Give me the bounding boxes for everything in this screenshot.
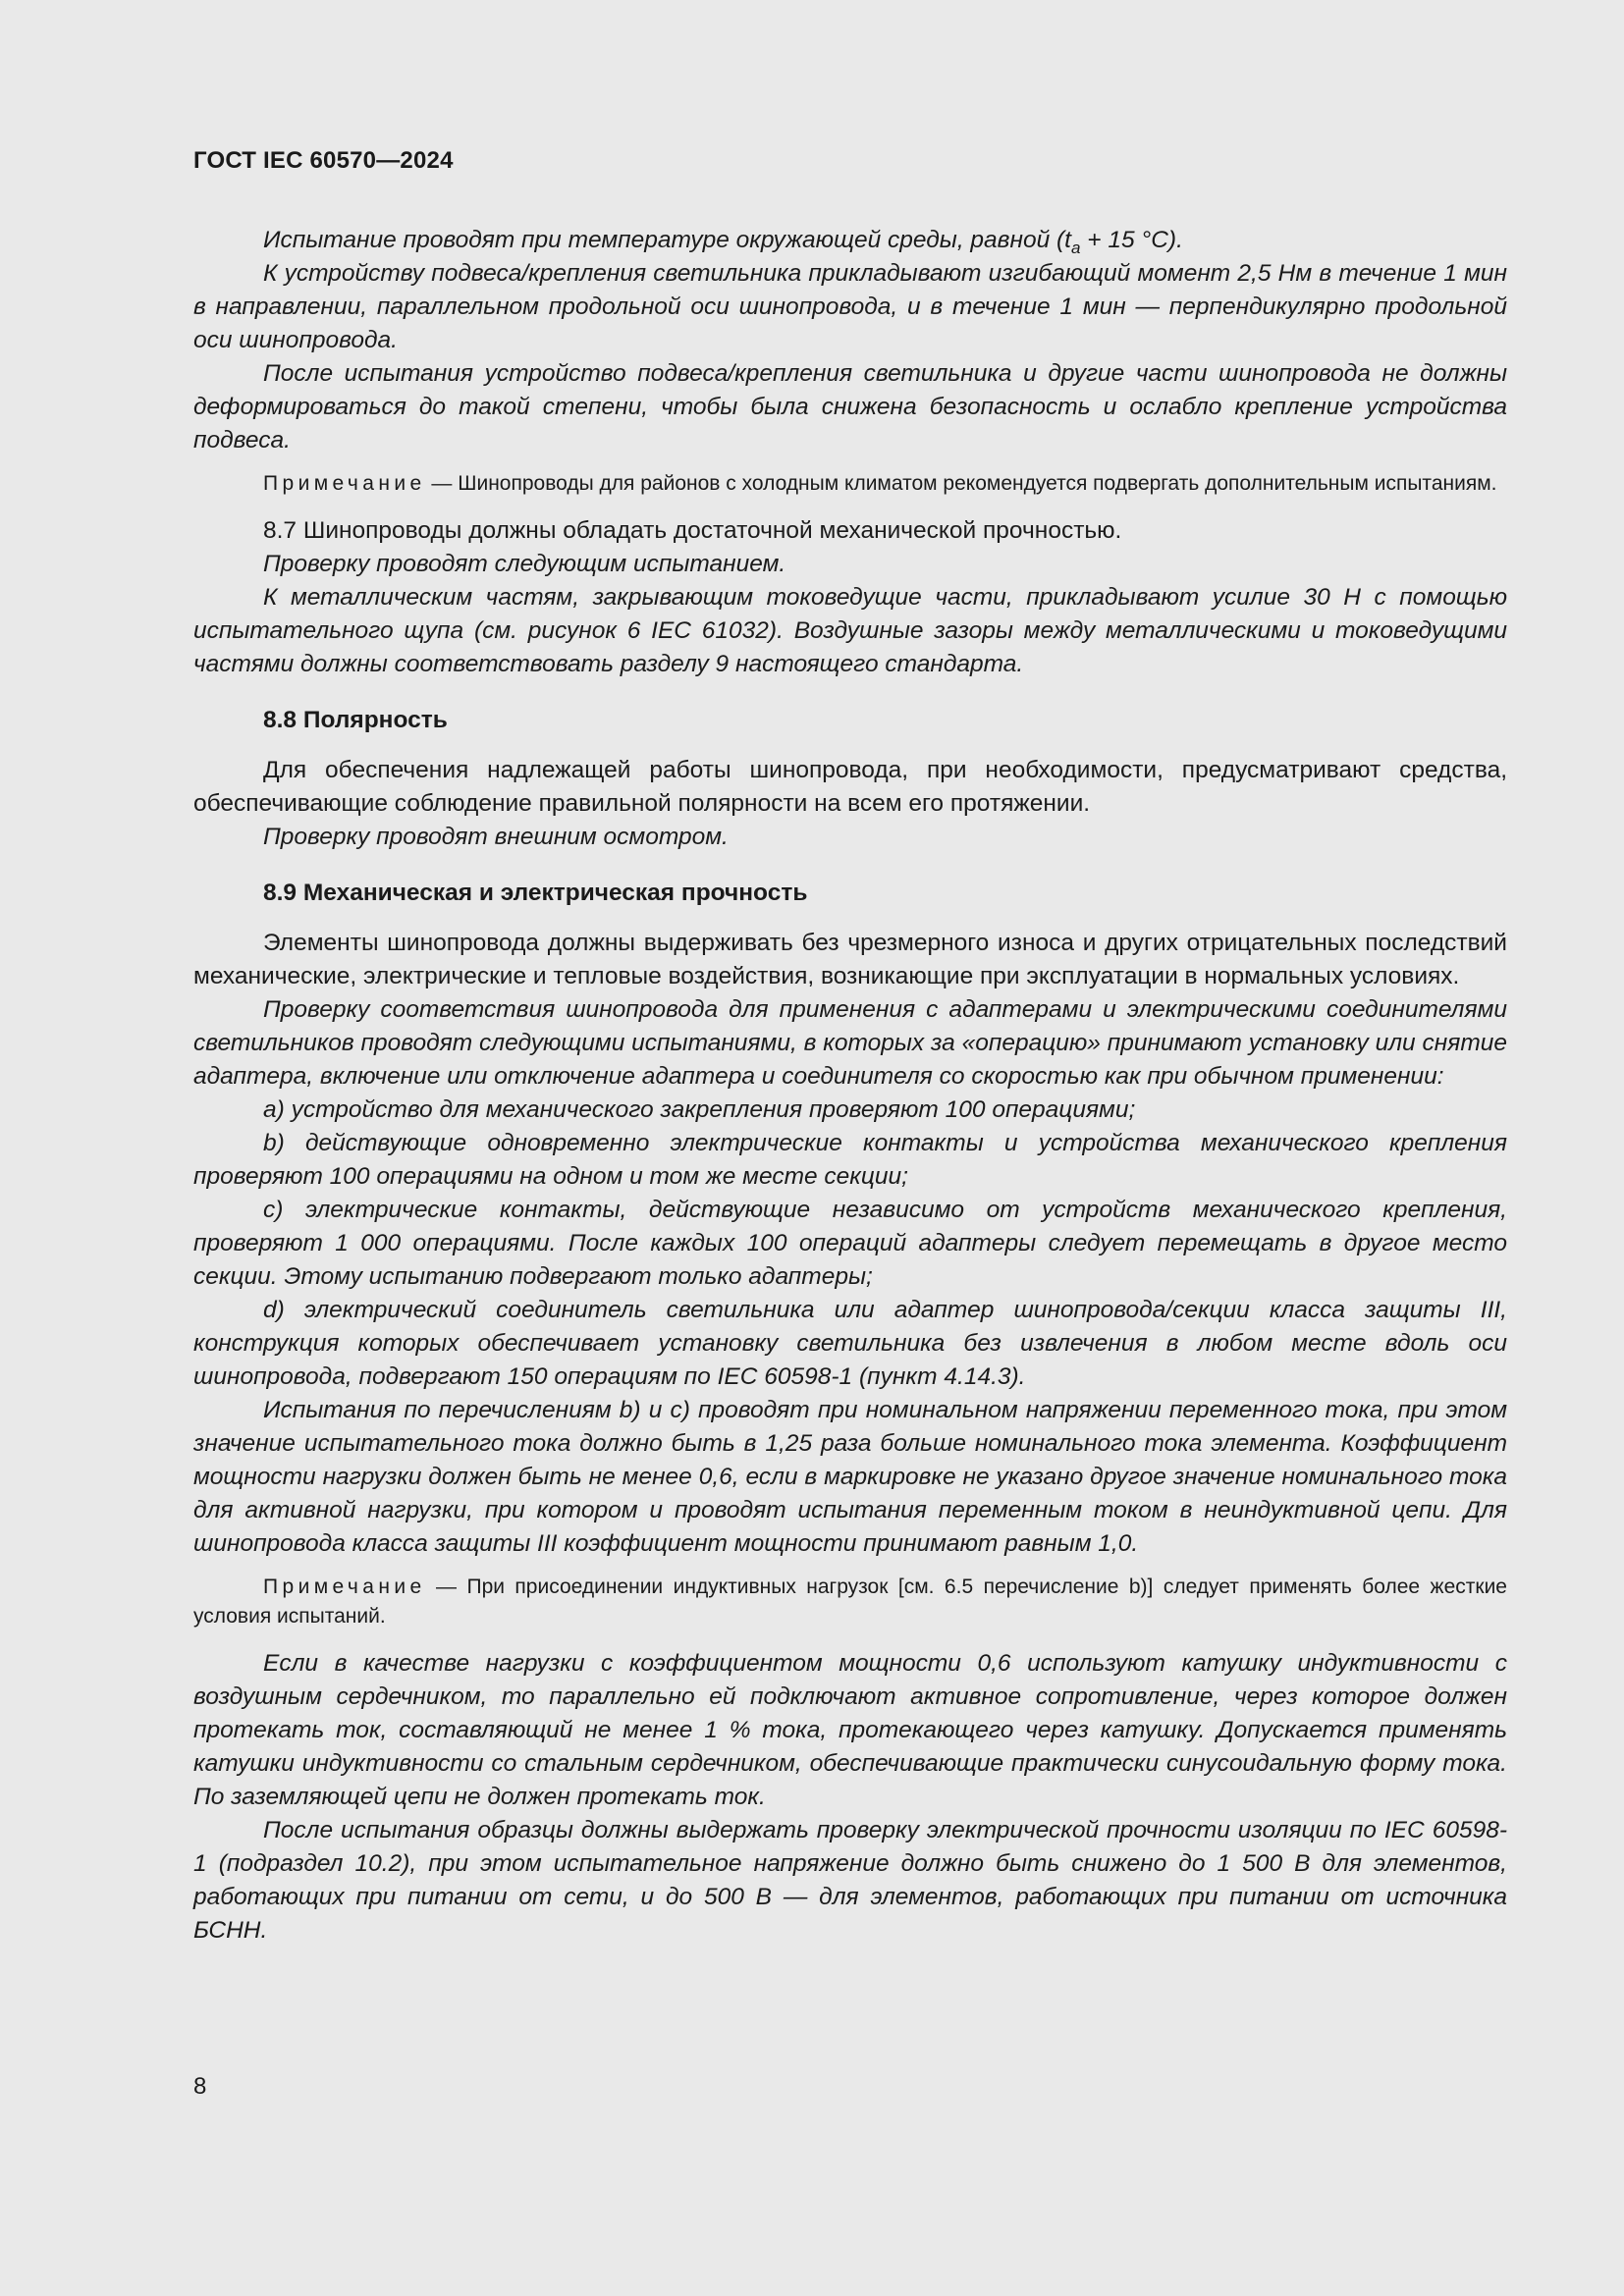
paragraph-check-test: Проверку проводят следующим испытанием. <box>263 551 786 577</box>
note-text: — При присоединении индуктивных нагрузок [см. 6.5 перечисление b)] следует применять более жесткие условия испытаний. <box>193 1575 1507 1628</box>
paragraph-insulation-test: После испытания образцы должны выдержать проверку электрической прочности изоляции по IEC 60598-1 (подраздел 10.2), при этом испытательное напряжение должно быть снижено до 1 500 В для элементов, работающих при питании от сети, и до 500 В — для элементов, работающих при питании от источника БСНН. <box>193 1817 1507 1944</box>
note-inductive-loads <box>193 1573 1507 1631</box>
page-number: 8 <box>193 2073 207 2100</box>
paragraph-bending-moment: К устройству подвеса/крепления светильника прикладывают изгибающий момент 2,5 Нм в течение 1 мин в направлении, параллельном продольной оси шинопровода, и в течение 1 мин — перпендикулярно продольной оси шинопровода. <box>193 260 1507 353</box>
temp-text-post: + 15 °C). <box>1080 227 1183 253</box>
list-item-b: b) действующие одновременно электрические контакты и устройства механического крепления проверяют 100 операциями на одном и том же месте секции; <box>193 1130 1507 1190</box>
temp-subscript: a <box>1070 238 1081 257</box>
list-item-a: a) устройство для механического закрепления проверяют 100 операциями; <box>263 1096 1136 1123</box>
paragraph-8-7: 8.7 Шинопроводы должны обладать достаточной механической прочностью. <box>263 517 1122 544</box>
paragraph-polarity: Для обеспечения надлежащей работы шинопровода, при необходимости, предусматривают средства, обеспечивающие соблюдение правильной полярности на всем его протяжении. <box>193 757 1507 817</box>
paragraph-elements-withstand: Элементы шинопровода должны выдерживать без чрезмерного износа и других отрицательных последствий механические, электрические и тепловые воздействия, возникающие при эксплуатации в нормальных условиях. <box>193 930 1507 989</box>
paragraph-compliance-check: Проверку соответствия шинопровода для применения с адаптерами и электрическими соединителями светильников проводят следующими испытаниями, в которых за «операцию» принимают установку или снятие адаптера, включение или отключение адаптера и соединителя со скоростью как при обычном применении: <box>193 996 1507 1090</box>
note-cold-climate <box>193 469 1507 499</box>
note-label: Примечание <box>263 1575 426 1598</box>
section-heading-8-9: 8.9 Механическая и электрическая прочность <box>263 880 808 906</box>
paragraph-after-test: После испытания устройство подвеса/крепления светильника и другие части шинопровода не должны деформироваться до такой степени, чтобы была снижена безопасность и ослабло крепление устройства подвеса. <box>193 360 1507 454</box>
document-header: ГОСТ IEC 60570—2024 <box>193 147 454 174</box>
temp-text-pre: Испытание проводят при температуре окружающей среды, равной (t <box>263 227 1071 253</box>
note-label: Примечание <box>263 472 426 495</box>
paragraph-visual-inspection: Проверку проводят внешним осмотром. <box>263 824 729 850</box>
paragraph-inductance-coil: Если в качестве нагрузки с коэффициентом мощности 0,6 используют катушку индуктивности с воздушным сердечником, то параллельно ей подключают активное сопротивление, через которое должен протекать ток, составляющий не менее 1 % тока, протекающего через катушку. Допускается применять катушки индуктивности со стальным сердечником, обеспечивающие практически синусоидальную форму тока. По заземляющей цепи не должен протекать ток. <box>193 1650 1507 1810</box>
paragraph-metal-parts: К металлическим частям, закрывающим токоведущие части, прикладывают усилие 30 Н с помощью испытательного щупа (см. рисунок 6 IEC 61032). Воздушные зазоры между металлическими и токоведущими частями должны соответствовать разделу 9 настоящего стандарта. <box>193 584 1507 677</box>
paragraph-test-temperature <box>193 224 1507 257</box>
document-page <box>193 147 1507 1948</box>
section-heading-8-8: 8.8 Полярность <box>263 707 448 733</box>
list-item-c: c) электрические контакты, действующие независимо от устройств механического крепления, проверяют 1 000 операциями. После каждых 100 операций адаптеры следует перемещать в другое место секции. Этому испытанию подвергают только адаптеры; <box>193 1197 1507 1290</box>
paragraph-tests-b-c: Испытания по перечислениям b) и c) проводят при номинальном напряжении переменного тока, при этом значение испытательного тока должно быть в 1,25 раза больше номинального тока элемента. Коэффициент мощности нагрузки должен быть не менее 0,6, если в маркировке не указано другое значение номинального тока для активной нагрузки, при котором и проводят испытания переменным током в неиндуктивной цепи. Для шинопровода класса защиты III коэффициент мощности принимают равным 1,0. <box>193 1397 1507 1557</box>
note-text: — Шинопроводы для районов с холодным климатом рекомендуется подвергать дополнительным испытаниям. <box>425 472 1497 495</box>
list-item-d: d) электрический соединитель светильника или адаптер шинопровода/секции класса защиты III, конструкция которых обеспечивает установку светильника без извлечения в любом месте вдоль оси шинопровода, подвергают 150 операциям по IEC 60598-1 (пункт 4.14.3). <box>193 1297 1507 1390</box>
